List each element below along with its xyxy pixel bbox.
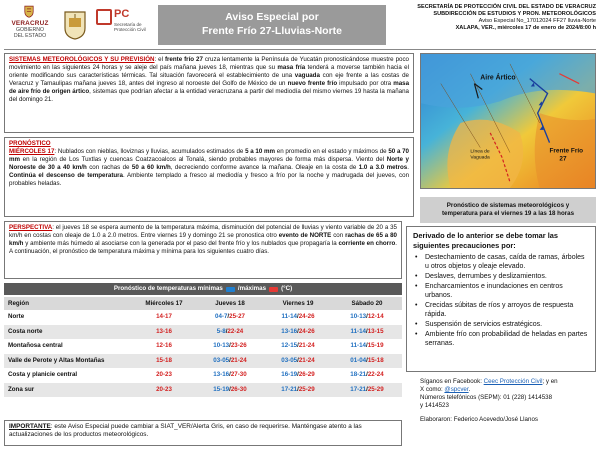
max-temp: 26-30 (230, 385, 247, 393)
sistemas-section (4, 53, 414, 133)
sistemas-text: con eje frente a las costas de Veracruz y Tamaulipas mañana jueves 18, antes del ingreso al noroeste del Golfo de México de un (9, 72, 409, 88)
table-row (4, 383, 402, 398)
important-text: : este Aviso Especial puede cambiar a SIAT_VER/Alerta Gris, en caso de requerirse. Manténgase atento a las actualizaciones de los productos meteorológicos. (9, 423, 362, 439)
temp-cell: 11-14/13-15 (332, 325, 402, 340)
max-temp: 25-27 (229, 313, 245, 321)
temp-cell: 5-8/22-24 (196, 325, 264, 340)
max-temp: 24-26 (298, 327, 315, 335)
max-temp: 15-19 (367, 342, 384, 350)
pc-emblem-icon (96, 9, 112, 25)
min-temp: 18-21 (350, 371, 367, 379)
precaution-item: • Suspensión de servicios estratégicos. (413, 321, 589, 330)
pronostico-text: . (407, 164, 409, 172)
table-row (4, 325, 402, 340)
map-label-vaguada: Vaguada (470, 155, 490, 161)
min-temp: 03-05 (281, 356, 298, 364)
pronostico-text: , decreciendo conforme avance la mañana. Oleaje en la costa de (170, 164, 359, 172)
veracruz-government-logo (4, 4, 56, 44)
max-temp: 21-24 (298, 356, 315, 364)
map-caption-line-2: temperatura para el viernes 19 a las 18 horas (441, 210, 575, 217)
table-row (4, 339, 402, 354)
max-temp: 21-24 (298, 342, 315, 350)
forecast-map-image (421, 54, 595, 188)
map-label-linea: Línea de (470, 149, 490, 155)
precautions-title: Derivado de lo anterior se debe tomar las siguientes precauciones por: (413, 231, 558, 250)
min-temp: 01-04 (350, 356, 367, 364)
temp-cell: 03-05/21-24 (264, 354, 332, 369)
max-temp: 25-29 (298, 385, 315, 393)
pc-abbr: PC (114, 8, 130, 20)
title-banner (158, 5, 386, 45)
max-temp: 21-24 (230, 356, 247, 364)
pronostico-text: en la región de Los Tuxtlas y cuencas Coatzacoalcos al Tonalá, siendo probables mayores de forma más dispersa. Viento del (20, 156, 387, 164)
min-temp: 15-19 (213, 385, 230, 393)
pronostico-bold: Continúa el descenso de temperatura (9, 172, 124, 180)
pronostico-bold: 1.0 a 3.0 metros (358, 164, 408, 172)
min-temp: 11-14 (350, 342, 366, 350)
contact-info (420, 378, 596, 424)
col-header-region: Región (4, 297, 132, 310)
facebook-prefix: Síganos en Facebook: (420, 378, 484, 385)
facebook-suffix: ; y en (542, 378, 558, 385)
pronostico-day-label: MIÉRCOLES 17 (9, 148, 55, 156)
pronostico-section (4, 137, 414, 217)
pronostico-text: : Nublados con nieblas, lloviznas y lluvias, acumulados estimados de (54, 148, 246, 156)
precaution-item: • Ambiente frío con probabilidad de heladas en partes serranas. (413, 331, 589, 349)
max-temp: 15-18 (367, 356, 384, 364)
min-temp: 04-7 (215, 313, 228, 321)
perspectiva-text: con (331, 232, 346, 240)
min-temp: 16-19 (281, 371, 298, 379)
max-temp: 25-29 (367, 385, 384, 393)
region-cell: Costa norte (4, 325, 132, 340)
temp-cell: 13-16/27-30 (213, 371, 247, 379)
notice-date: XALAPA, VER., miércoles 17 de enero de 2024/8:00 h (455, 25, 596, 32)
min-temp: 17-21 (281, 385, 298, 393)
temp-cell: 15-19/26-30 (196, 383, 264, 398)
sistemas-bold: masa fría (277, 64, 306, 72)
sistemas-label: SISTEMAS METEOROLÓGICOS Y SU PREVISIÓN (9, 56, 155, 63)
max-temp: 22-24 (227, 327, 244, 335)
table-row (4, 310, 402, 325)
temp-cell: 03-05/21-24 (196, 354, 264, 369)
max-temp: 13-15 (367, 327, 384, 335)
sistemas-text: cruza lentamente la Península de Yucatán pronosticándose muestre poco movimiento en las siguientes 24 horas y se aleje del país mañana jueves 18, mientras que su (9, 56, 409, 72)
pronostico-bold: 50 a 60 km/h (131, 164, 171, 172)
min-temp: 10-13 (213, 342, 230, 350)
perspectiva-text: : el jueves 18 se espera aumento de la temperatura máxima, disminución del potencial de lluvias y viento variable de 20 a 35 km/h en costas con oleaje de 1.0 a 2.0 metros. Entre viernes 19 y domingo 21 se pronostica otro (9, 224, 397, 240)
facebook-link[interactable]: Ceec Protección Civil (483, 378, 543, 385)
perspectiva-bold: evento de NORTE (278, 232, 332, 240)
min-temp: 13-16 (281, 327, 298, 335)
region-cell: Valle de Perote y Altas Montañas (4, 354, 132, 369)
perspectiva-bold: rachas de 65 a 80 km/h (9, 232, 397, 248)
temp-cell: 13-16/24-26 (264, 325, 332, 340)
region-cell: Norte (8, 313, 25, 321)
precaution-item: • Deslaves, derrumbes y deslizamientos. (413, 273, 589, 282)
table-title-unit: (°C) (281, 285, 293, 293)
col-header-day: Viernes 19 (264, 297, 332, 310)
min-temp-swatch (226, 287, 235, 292)
table-title-text: Pronóstico de temperaturas mínimas (113, 285, 223, 293)
x-prefix: X como: (420, 386, 445, 394)
map-label-aire-artico: Aire Ártico (480, 74, 516, 82)
min-temp: 11-14 (350, 327, 366, 335)
precaution-item: • Encharcamientos e inundaciones en centros urbanos. (413, 283, 589, 301)
pronostico-label: PRONÓSTICO (9, 140, 51, 147)
pronostico-text: en promedio en el estado y máximos de (275, 148, 389, 156)
precaution-item: • Crecidas súbitas de ríos y arroyos de respuesta rápida. (413, 302, 589, 320)
temp-cell: 11-14/24-26 (281, 313, 315, 321)
sistemas-text: impulsado por otra (337, 80, 394, 88)
max-temp: 12-14 (367, 313, 384, 321)
important-notice (4, 420, 402, 446)
temperature-table (4, 297, 402, 397)
col-header-day: Jueves 18 (196, 297, 264, 310)
temp-cell: 17-21/25-29 (332, 383, 402, 398)
min-temp: 11-14 (281, 313, 297, 321)
temperature-table-title (4, 283, 402, 295)
table-row (4, 354, 402, 369)
temp-cell: 10-13/12-14 (350, 313, 384, 321)
temp-cell: 14-17 (156, 313, 172, 321)
sistemas-text: , sistemas que podrían afectar a la entidad veracruzana a partir del mediodía del mismo viernes 19 hasta la mañana del domingo 21. (9, 88, 409, 104)
temp-cell: 20-23 (156, 371, 172, 379)
min-temp: 03-05 (213, 356, 230, 364)
title-line-2: Frente Frío 27-Lluvias-Norte (201, 25, 343, 37)
table-title-text: /máximas (237, 285, 267, 293)
weather-forecast-map (420, 53, 596, 189)
min-temp: 17-21 (350, 385, 367, 393)
x-suffix: . (468, 386, 471, 394)
sistemas-bold: vaguada (294, 72, 320, 80)
temp-cell: 16-19/26-29 (281, 371, 315, 379)
logo-estado-text: DEL ESTADO (13, 33, 47, 39)
table-row (4, 368, 402, 383)
min-temp: 12-15 (281, 342, 298, 350)
pronostico-text: con rachas de (86, 164, 132, 172)
pronostico-bold: 50 a 70 mm (9, 148, 409, 164)
pronostico-bold: Norte y Noroeste de 30 a 40 km/h (9, 156, 409, 172)
temp-cell: 12-16 (156, 342, 172, 350)
header-divider (4, 49, 596, 50)
precautions-list (413, 254, 589, 349)
header-logos (4, 4, 154, 46)
temp-cell: 12-15/21-24 (281, 342, 315, 350)
pronostico-bold: 5 a 10 mm (245, 148, 276, 156)
max-temp-swatch (269, 287, 278, 292)
sistemas-text: : el (154, 56, 165, 63)
max-temp: 24-26 (298, 313, 315, 321)
max-temp: 27-30 (230, 371, 247, 379)
map-caption-line-1: Pronóstico de sistemas meteorológicos y (446, 202, 570, 210)
perspectiva-text: y ambiente más húmedo al asociarse con la generada por el paso del frente frío y los nublados que propagaría la (23, 240, 339, 248)
min-temp: 5-8 (216, 327, 226, 335)
min-temp: 13-16 (213, 371, 230, 379)
sistemas-bold: frente frío 27 (164, 56, 203, 63)
logo-gobierno-text: GOBIERNO (16, 27, 44, 33)
perspectiva-text: . A continuación, el pronóstico de temperatura máxima y mínima para los siguientes cuatro días. (9, 240, 397, 256)
title-line-1: Aviso Especial por (225, 11, 319, 24)
temp-cell: 10-13/23-26 (213, 342, 247, 350)
temp-cell: 20-23 (132, 383, 196, 398)
agency-name: SECRETARÍA DE PROTECCIÓN CIVIL DEL ESTADO DE VERACRUZ (417, 4, 596, 10)
x-link[interactable]: @spcver (444, 386, 469, 394)
temp-cell: 11-14/15-19 (350, 342, 384, 350)
perspectiva-label: PERSPECTIVA (9, 224, 53, 231)
region-cell: Zona sur (4, 383, 132, 398)
prepared-by: Elaboraron: Federico Acevedo/José Llanos (420, 416, 538, 424)
precautions-box (406, 226, 596, 372)
pc-sub-1: Secretaría de (114, 22, 142, 27)
temp-cell: 15-18 (132, 354, 196, 369)
temp-cell: 01-04/15-18 (332, 354, 402, 369)
phone-numbers: Números telefónicos (SEPM): 01 (228) 1414538 (420, 394, 553, 402)
proteccion-civil-logo (96, 8, 156, 42)
max-temp: 26-29 (298, 371, 315, 379)
pc-sub-2: Protección Civil (114, 27, 146, 32)
precaution-item: • Destechamiento de casas, caída de ramas, árboles u otros objetos y oleaje elevado. (413, 254, 589, 272)
region-cell: Costa y planicie central (8, 371, 78, 379)
map-label-frente-number: 27 (559, 155, 567, 163)
pronostico-text: . Ambiente templado a fresco al mediodía y fresco a frío por la noche y madrugada del jueves, con probables heladas. (9, 172, 410, 188)
temp-cell: 18-21/22-24 (350, 371, 384, 379)
map-caption (420, 197, 596, 223)
max-temp: 23-26 (230, 342, 247, 350)
important-label: IMPORTANTE (9, 423, 51, 430)
sistemas-bold: nuevo frente frío (287, 80, 338, 88)
perspectiva-bold: corriente en chorro (338, 240, 396, 248)
header-agency-info (392, 4, 596, 33)
sistemas-bold: masa de aire frío de origen ártico (9, 80, 410, 96)
temp-cell: 04-7/25-27 (215, 313, 245, 321)
logo-veracruz-text: VERACRUZ (11, 20, 49, 27)
max-temp: 22-24 (367, 371, 384, 379)
phone-numbers-2: y 1414523 (420, 402, 449, 410)
col-header-day: Sábado 20 (332, 297, 402, 310)
state-emblem-icon (62, 10, 88, 40)
min-temp: 10-13 (350, 313, 367, 321)
notice-id: Aviso Especial No_17012024 FF27 lluvia-Norte (478, 18, 596, 25)
map-label-frente-frio: Frente Frío (549, 147, 584, 155)
perspectiva-section (4, 221, 402, 279)
col-header-day: Miércoles 17 (132, 297, 196, 310)
coat-of-arms-icon (22, 4, 36, 18)
agency-subdirectorate: SUBDIRECCIÓN DE ESTUDIOS Y PRON. METEOROLÓGICOS (433, 11, 596, 18)
temp-cell: 13-16 (132, 325, 196, 340)
region-cell: Montañosa central (8, 342, 63, 350)
temp-cell: 17-21/25-29 (264, 383, 332, 398)
sistemas-text: tenderá a moverse también hacia el oriente modificando sus características térmicas. Tal situación favorecerá el establecimiento de una (9, 64, 409, 80)
